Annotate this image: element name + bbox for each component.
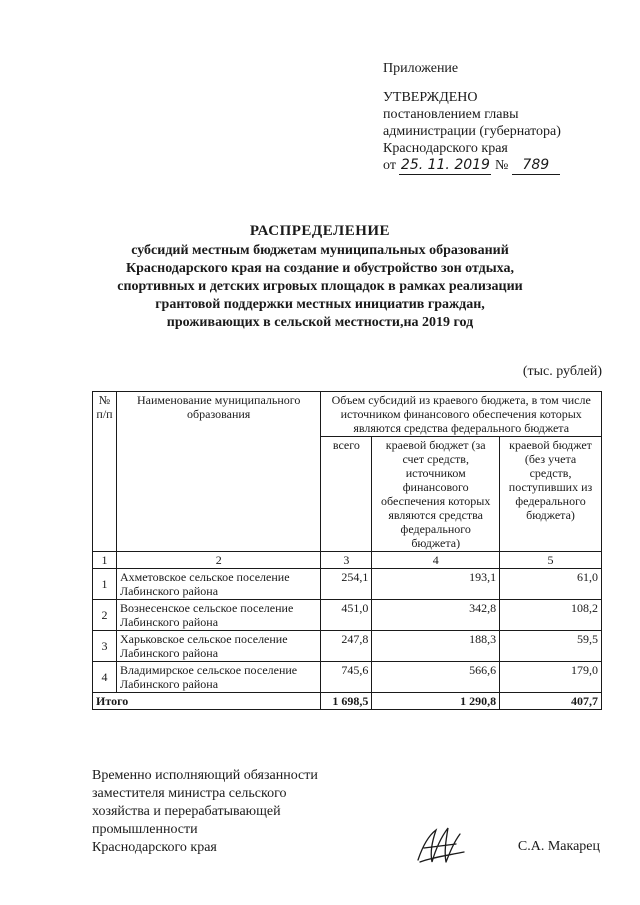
total-value: 247,8 <box>321 631 372 662</box>
title-line-1: субсидий местным бюджетам муниципальных образований <box>131 243 509 258</box>
row-number: 1 <box>93 569 117 600</box>
approval-date-line <box>383 157 561 175</box>
row-number: 2 <box>93 600 117 631</box>
col-number: 4 <box>372 552 500 569</box>
regional-only-value: 61,0 <box>500 569 602 600</box>
main-title: РАСПРЕДЕЛЕНИЕ <box>249 223 391 239</box>
title-line-4: грантовой поддержки местных инициатив граждан, <box>155 297 485 312</box>
table-row <box>93 631 602 662</box>
regional-federal-value: 193,1 <box>372 569 500 600</box>
municipality-name: Владимирское сельское поселение Лабинского района <box>116 662 320 693</box>
row-number: 3 <box>93 631 117 662</box>
approval-block <box>383 60 561 175</box>
handwritten-signature-icon <box>410 818 470 868</box>
approval-line-2: администрации (губернатора) <box>383 124 561 139</box>
total-row <box>93 693 602 710</box>
distribution-table <box>92 391 602 710</box>
total-value: 745,6 <box>321 662 372 693</box>
regional-federal-value: 188,3 <box>372 631 500 662</box>
table-row <box>93 662 602 693</box>
date-prefix: от <box>383 158 396 173</box>
grand-total-value: 1 698,5 <box>321 693 372 710</box>
total-value: 451,0 <box>321 600 372 631</box>
title-line-5: проживающих в сельской местности,на 2019 год <box>166 315 474 330</box>
header-volume: Объем субсидий из краевого бюджета, в том числе источником финансового обеспечения которых являются средства федерального бюджета <box>321 392 602 437</box>
total-label: Итого <box>93 693 321 710</box>
header-name: Наименование муниципального образования <box>116 392 320 552</box>
appendix-label: Приложение <box>383 61 459 76</box>
units-label: (тыс. рублей) <box>522 364 602 379</box>
signature-line-4: промышленности <box>92 822 198 837</box>
col-number: 5 <box>500 552 602 569</box>
signature-line-5: Краснодарского края <box>92 840 217 855</box>
municipality-name: Ахметовское сельское поселение Лабинского района <box>116 569 320 600</box>
header-total: всего <box>321 437 372 552</box>
signer-name: С.А. Макарец <box>517 839 600 854</box>
column-number-row <box>93 552 602 569</box>
col-number: 1 <box>93 552 117 569</box>
municipality-name: Харьковское сельское поселение Лабинского района <box>116 631 320 662</box>
title-line-3: спортивных и детских игровых площадок в рамках реализации <box>117 279 523 294</box>
approval-line-1: постановлением главы <box>383 107 519 122</box>
regional-only-value: 179,0 <box>500 662 602 693</box>
handwritten-number: 789 <box>512 157 560 175</box>
regional-federal-value: 566,6 <box>372 662 500 693</box>
signature-line-2: заместителя министра сельского <box>92 786 287 801</box>
row-number: 4 <box>93 662 117 693</box>
regional-federal-value: 342,8 <box>372 600 500 631</box>
regional-only-value: 59,5 <box>500 631 602 662</box>
total-value: 254,1 <box>321 569 372 600</box>
handwritten-date: 25. 11. 2019 <box>400 157 490 173</box>
signature-block <box>92 767 318 857</box>
signature-line-3: хозяйства и перерабатывающей <box>92 804 281 819</box>
header-num: № п/п <box>93 392 117 552</box>
regional-only-value: 108,2 <box>500 600 602 631</box>
header-regional-federal: краевой бюджет (за счет средств, источником финансового обеспечения которых являются средства федерального бюджета) <box>372 437 500 552</box>
header-regional-only: краевой бюджет (без учета средств, поступивших из федерального бюджета) <box>500 437 602 552</box>
table-row <box>93 600 602 631</box>
municipality-name: Вознесенское сельское поселение Лабинского района <box>116 600 320 631</box>
number-prefix: № <box>494 158 509 173</box>
signature-line-1: Временно исполняющий обязанности <box>92 768 318 783</box>
table-row <box>93 569 602 600</box>
approval-line-3: Краснодарского края <box>383 141 508 156</box>
col-number: 3 <box>321 552 372 569</box>
approved-label: УТВЕРЖДЕНО <box>383 90 478 105</box>
grand-regional-only-value: 407,7 <box>500 693 602 710</box>
document-title <box>80 222 560 332</box>
grand-regional-federal-value: 1 290,8 <box>372 693 500 710</box>
col-number: 2 <box>116 552 320 569</box>
title-line-2: Краснодарского края на создание и обустройство зон отдыха, <box>125 261 514 276</box>
